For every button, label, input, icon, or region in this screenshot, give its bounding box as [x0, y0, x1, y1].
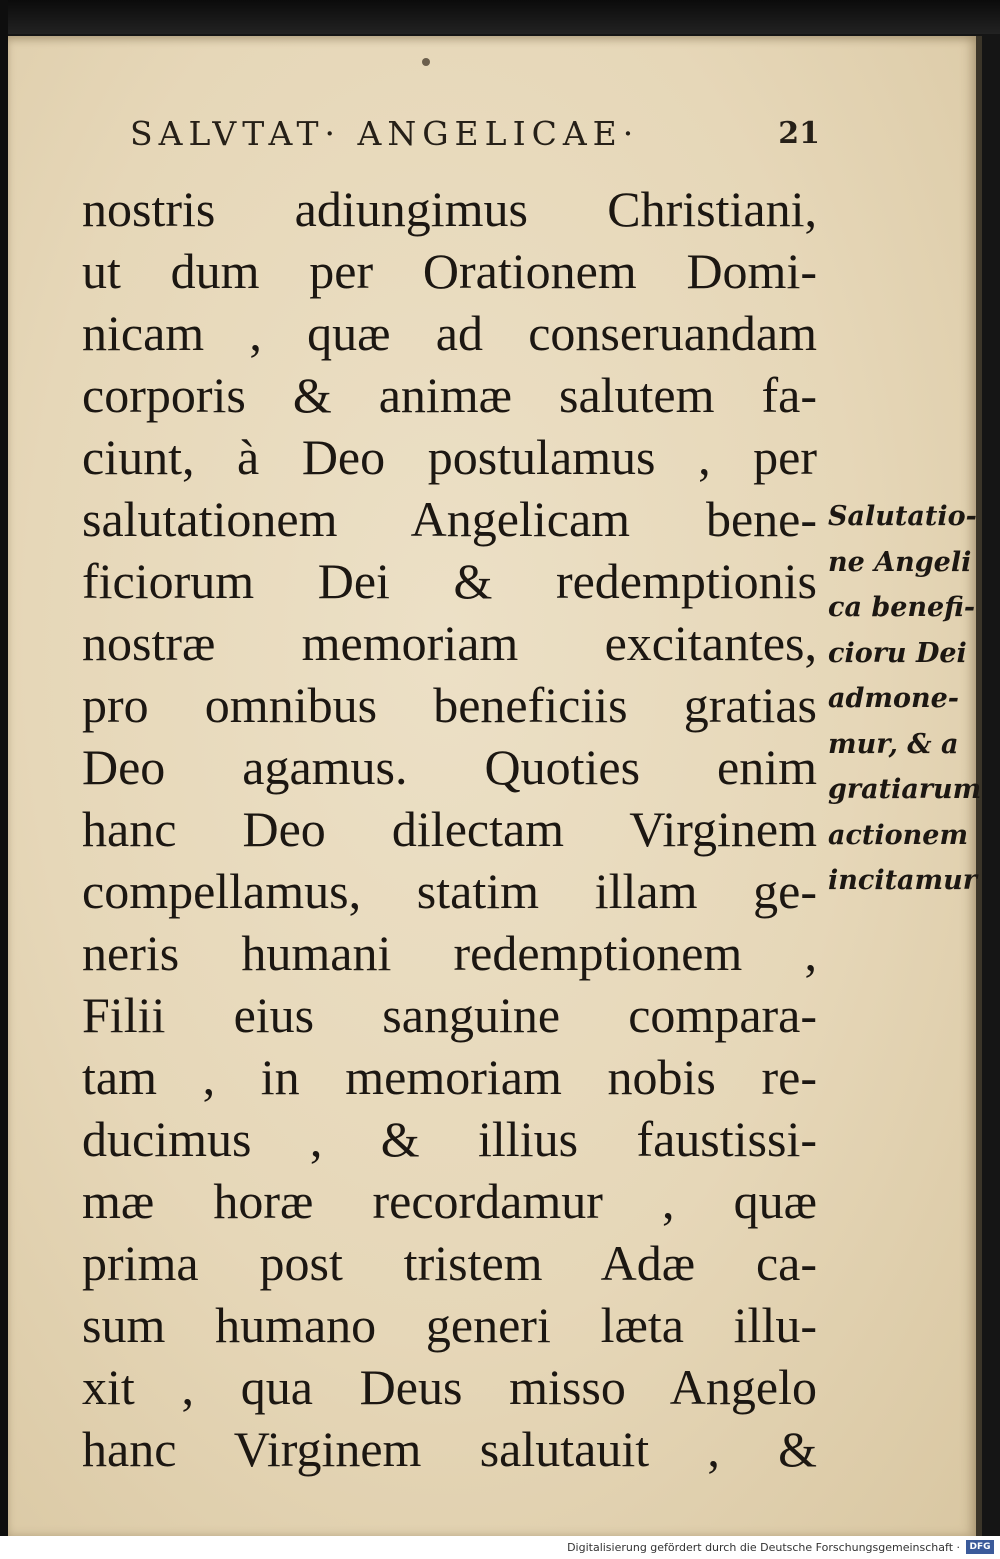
margin-note-line: mur, & a	[828, 728, 959, 760]
margin-note-line: ne Angeli	[828, 546, 972, 578]
footer-bar	[0, 1536, 1000, 1559]
text-line: mæ horæ recordamur , quæ	[82, 1173, 817, 1229]
text-line: Deo agamus. Quoties enim	[82, 739, 817, 795]
page-header	[120, 112, 820, 156]
book-edge-top	[0, 0, 1000, 34]
text-line: prima post tristem Adæ ca-	[82, 1235, 817, 1291]
text-line: hanc Deo dilectam Virginem	[82, 801, 817, 857]
margin-note-line: actionem	[828, 819, 969, 851]
text-line: corporis & animæ salutem fa-	[82, 367, 817, 423]
text-line: ut dum per Orationem Domi-	[82, 243, 817, 299]
body-text	[82, 178, 817, 1480]
margin-note-line: cioru Dei	[828, 637, 967, 669]
ink-spot	[422, 58, 430, 66]
running-title: SALVTAT· ANGELICAE·	[130, 114, 640, 153]
text-line: ducimus , & illius faustissi-	[82, 1111, 817, 1167]
margin-note-line: incitamur	[828, 865, 977, 896]
text-line: compellamus, statim illam ge-	[82, 863, 817, 919]
text-line: tam , in memoriam nobis re-	[82, 1049, 817, 1105]
margin-note	[828, 494, 988, 904]
page-number: 21	[778, 116, 820, 151]
margin-note-line: Salutatio-	[828, 501, 977, 532]
digitization-credit: Digitalisierung gefördert durch die Deutsche Forschungsgemeinschaft ·	[567, 1541, 960, 1554]
text-line: salutationem Angelicam bene-	[82, 491, 817, 547]
text-line: nicam , quæ ad conseruandam	[82, 305, 817, 361]
text-line: nostræ memoriam excitantes,	[82, 615, 817, 671]
book-edge-left	[0, 0, 8, 1559]
dfg-logo-icon: DFG	[966, 1540, 994, 1554]
text-line: hanc Virginem salutauit , &	[82, 1421, 817, 1477]
text-line: ficiorum Dei & redemptionis	[82, 553, 817, 609]
text-line: Filii eius sanguine compara-	[82, 987, 817, 1043]
margin-note-line: admone-	[828, 683, 959, 714]
text-line: pro omnibus beneficiis gratias	[82, 677, 817, 733]
margin-note-line: ca benefi-	[828, 592, 976, 623]
margin-note-line: gratiarum	[828, 774, 982, 805]
text-line: neris humani redemptionem ,	[82, 925, 817, 981]
text-line: sum humano generi læta illu-	[82, 1297, 817, 1353]
text-line: xit , qua Deus misso Angelo	[82, 1359, 817, 1415]
text-line: nostris adiungimus Christiani,	[82, 181, 817, 237]
text-line: ciunt, à Deo postulamus , per	[82, 429, 817, 485]
